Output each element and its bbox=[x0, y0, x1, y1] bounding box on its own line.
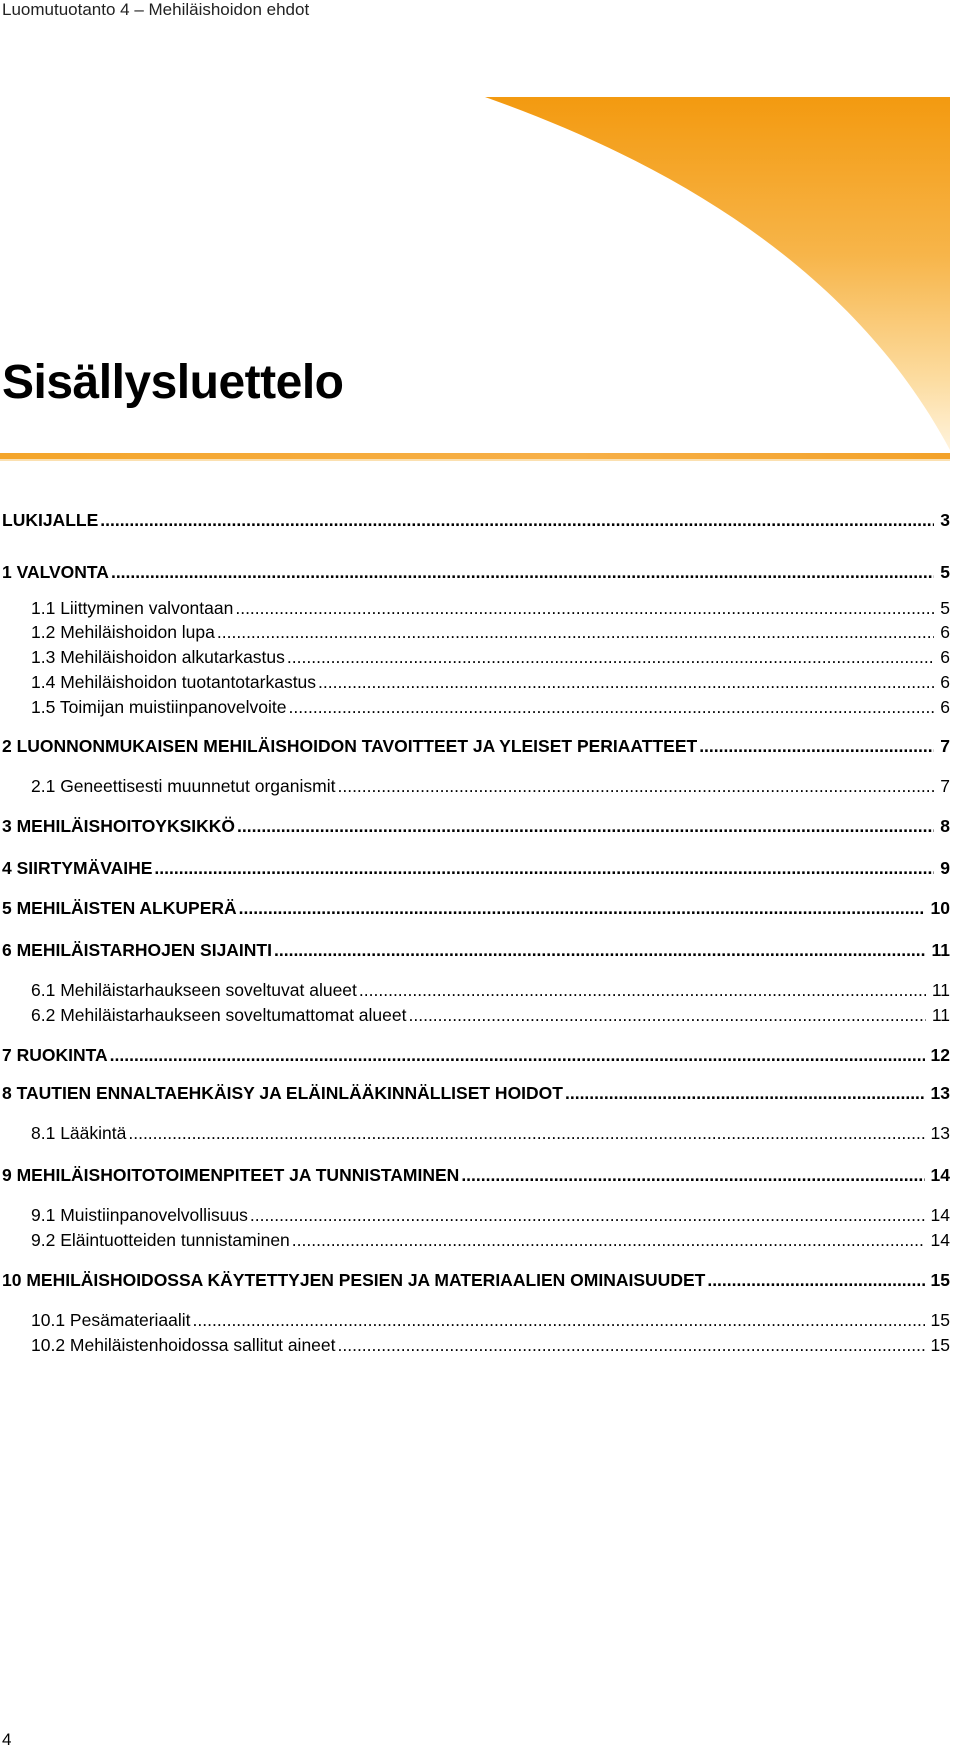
toc-entry-label: 9.1 Muistiinpanovelvollisuus bbox=[31, 1205, 248, 1225]
toc-leader-dots bbox=[318, 669, 934, 695]
toc-entry-label: 1.4 Mehiläishoidon tuotantotarkastus bbox=[31, 672, 317, 692]
toc-entry-page: 9 bbox=[940, 858, 950, 878]
toc-entry-page: 8 bbox=[940, 816, 950, 836]
toc-entry-label: 1.1 Liittyminen valvontaan bbox=[31, 598, 234, 618]
toc-entry[interactable] bbox=[31, 644, 950, 670]
toc-entry[interactable] bbox=[31, 1227, 950, 1253]
toc-entry-page: 6 bbox=[940, 647, 950, 667]
page-number: 4 bbox=[2, 1730, 12, 1749]
toc-entry-label: 10 MEHILÄISHOIDOSSA KÄYTETTYJEN PESIEN JA MATERIAALIEN OMINAISUUDET bbox=[2, 1270, 706, 1290]
toc-entry-label: 1.5 Toimijan muistiinpanovelvoite bbox=[31, 697, 287, 717]
toc-entry[interactable] bbox=[31, 694, 950, 720]
toc-entry-label: 6 MEHILÄISTARHOJEN SIJAINTI bbox=[2, 940, 272, 960]
toc-entry-label: 8 TAUTIEN ENNALTAEHKÄISY JA ELÄINLÄÄKINNÄLLISET HOIDOT bbox=[2, 1083, 563, 1103]
toc-entry[interactable] bbox=[2, 855, 950, 881]
toc-leader-dots bbox=[338, 1332, 925, 1358]
toc-leader-dots bbox=[111, 559, 934, 585]
toc-leader-dots bbox=[565, 1080, 925, 1106]
toc-entry-label: 2 LUONNONMUKAISEN MEHILÄISHOIDON TAVOITTEET JA YLEISET PERIAATTEET bbox=[2, 736, 698, 756]
toc-entry-label: 6.1 Mehiläistarhaukseen soveltuvat alueet bbox=[31, 980, 357, 1000]
toc-leader-dots bbox=[292, 1227, 925, 1253]
toc-entry[interactable] bbox=[2, 1080, 950, 1106]
toc-leader-dots bbox=[359, 977, 926, 1003]
title-underline bbox=[0, 453, 950, 459]
toc-entry[interactable] bbox=[2, 937, 950, 963]
toc-entry[interactable] bbox=[2, 1162, 950, 1188]
toc-entry-page: 6 bbox=[940, 622, 950, 642]
toc-leader-dots bbox=[193, 1307, 925, 1333]
toc-leader-dots bbox=[274, 937, 926, 963]
toc-entry-page: 11 bbox=[931, 1005, 950, 1025]
toc-entry-label: 10.2 Mehiläistenhoidossa sallitut aineet bbox=[31, 1335, 336, 1355]
toc-entry-label: LUKIJALLE bbox=[2, 510, 99, 530]
toc-entry[interactable] bbox=[31, 1120, 950, 1146]
toc-leader-dots bbox=[250, 1202, 925, 1228]
toc-entry-label: 1.2 Mehiläishoidon lupa bbox=[31, 622, 215, 642]
toc-entry[interactable] bbox=[2, 1267, 950, 1293]
toc-entry-page: 6 bbox=[940, 672, 950, 692]
toc-entry-label: 2.1 Geneettisesti muunnetut organismit bbox=[31, 776, 336, 796]
toc-leader-dots bbox=[337, 773, 934, 799]
toc-entry-page: 12 bbox=[930, 1045, 950, 1065]
toc-entry-label: 5 MEHILÄISTEN ALKUPERÄ bbox=[2, 898, 237, 918]
toc-entry-page: 5 bbox=[940, 598, 950, 618]
toc-entry[interactable] bbox=[2, 507, 950, 533]
toc-entry[interactable] bbox=[31, 773, 950, 799]
toc-entry-label: 4 SIIRTYMÄVAIHE bbox=[2, 858, 153, 878]
toc-entry-label: 6.2 Mehiläistarhaukseen soveltumattomat alueet bbox=[31, 1005, 407, 1025]
toc-leader-dots bbox=[239, 895, 925, 921]
toc-entry-page: 11 bbox=[931, 940, 950, 960]
toc-entry-label: 9 MEHILÄISHOITOTOIMENPITEET JA TUNNISTAMINEN bbox=[2, 1165, 460, 1185]
toc-leader-dots bbox=[287, 644, 934, 670]
toc-entry-page: 15 bbox=[930, 1335, 950, 1355]
toc-leader-dots bbox=[235, 595, 934, 621]
toc-entry[interactable] bbox=[31, 1002, 950, 1028]
running-header: Luomutuotanto 4 – Mehiläishoidon ehdot bbox=[2, 0, 310, 19]
toc-entry-page: 10 bbox=[930, 898, 950, 918]
toc-entry-label: 1.3 Mehiläishoidon alkutarkastus bbox=[31, 647, 285, 667]
toc-entry[interactable] bbox=[31, 619, 950, 645]
swoosh-shape bbox=[485, 97, 950, 450]
toc-entry[interactable] bbox=[2, 1042, 950, 1068]
toc-entry-page: 3 bbox=[940, 510, 950, 530]
toc-entry-label: 7 RUOKINTA bbox=[2, 1045, 108, 1065]
toc-entry-label: 9.2 Eläintuotteiden tunnistaminen bbox=[31, 1230, 290, 1250]
toc-entry-page: 14 bbox=[930, 1205, 950, 1225]
toc-entry-page: 13 bbox=[930, 1083, 950, 1103]
toc-entry-page: 14 bbox=[930, 1230, 950, 1250]
toc-entry[interactable] bbox=[31, 1332, 950, 1358]
toc-entry[interactable] bbox=[31, 1307, 950, 1333]
toc-entry[interactable] bbox=[31, 1202, 950, 1228]
toc-entry[interactable] bbox=[2, 895, 950, 921]
toc-leader-dots bbox=[100, 507, 934, 533]
page-title: Sisällysluettelo bbox=[2, 356, 344, 409]
toc-entry[interactable] bbox=[2, 813, 950, 839]
toc-entry-page: 7 bbox=[940, 736, 950, 756]
toc-leader-dots bbox=[409, 1002, 926, 1028]
toc-entry[interactable] bbox=[31, 977, 950, 1003]
toc-entry[interactable] bbox=[2, 559, 950, 585]
toc-leader-dots bbox=[707, 1267, 924, 1293]
toc-entry-page: 5 bbox=[940, 562, 950, 582]
toc-entry[interactable] bbox=[31, 669, 950, 695]
toc-entry-page: 11 bbox=[931, 980, 950, 1000]
toc-entry-label: 10.1 Pesämateriaalit bbox=[31, 1310, 191, 1330]
toc-leader-dots bbox=[154, 855, 934, 881]
toc-entry-label: 3 MEHILÄISHOITOYKSIKKÖ bbox=[2, 816, 236, 836]
toc-entry-page: 13 bbox=[930, 1123, 950, 1143]
toc-leader-dots bbox=[110, 1042, 925, 1068]
toc-leader-dots bbox=[128, 1120, 924, 1146]
toc-leader-dots bbox=[699, 733, 934, 759]
toc-entry-label: 8.1 Lääkintä bbox=[31, 1123, 127, 1143]
toc-leader-dots bbox=[237, 813, 934, 839]
toc-entry-page: 15 bbox=[930, 1270, 950, 1290]
toc-entry-page: 7 bbox=[940, 776, 950, 796]
toc-entry-page: 14 bbox=[930, 1165, 950, 1185]
toc-leader-dots bbox=[289, 694, 935, 720]
toc-entry[interactable] bbox=[31, 595, 950, 621]
toc-leader-dots bbox=[217, 619, 934, 645]
toc-entry-page: 15 bbox=[930, 1310, 950, 1330]
toc-entry-page: 6 bbox=[940, 697, 950, 717]
toc-leader-dots bbox=[461, 1162, 924, 1188]
toc-entry[interactable] bbox=[2, 733, 950, 759]
toc-entry-label: 1 VALVONTA bbox=[2, 562, 109, 582]
